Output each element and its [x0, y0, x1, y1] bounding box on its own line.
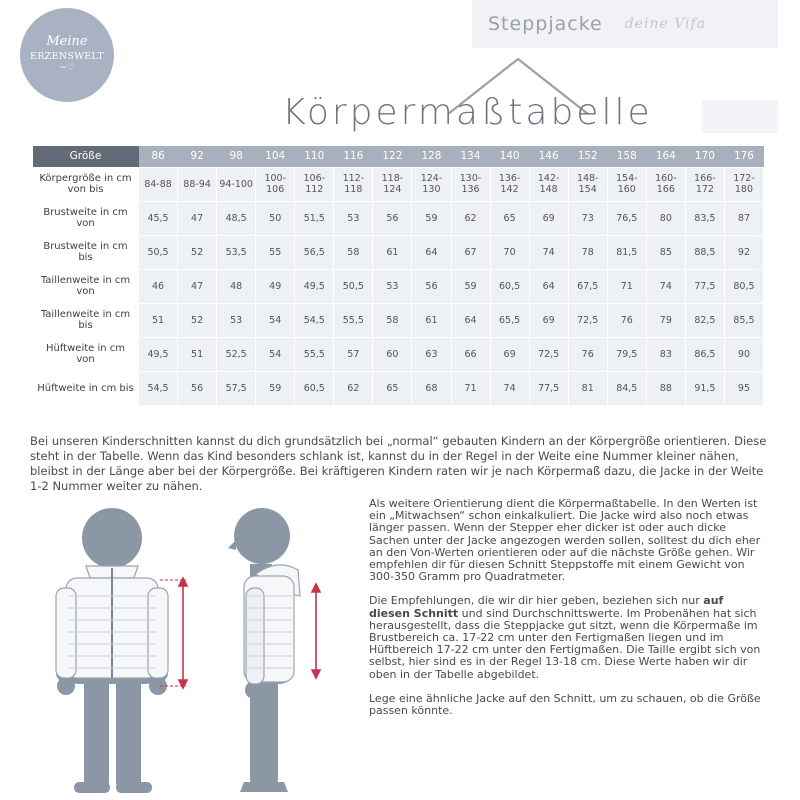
size-header-cell: 86	[139, 146, 178, 167]
table-cell: 50	[256, 201, 295, 235]
advice-paragraph-3: Lege eine ähnliche Jacke auf den Schnitt, um zu schauen, ob die Größe passen könnte.	[369, 691, 761, 718]
table-cell: 64	[412, 235, 451, 269]
advice-text: und sind Durchschnittswerte. Im Probenähen hat sich herausgestellt, dass die Steppjacke gut sitzt, wenn die Körpermaße im Brustbereich ca. 17-22 cm unter den Fertigmaßen liegen und im Hüftbereich 17-22 cm unter den Fertigmaßen. Die Taille ergibt sich von selbst, hier sind es in der Regel 13-18 cm. Diese Werte haben wir dir oben in der Tabelle abgebildet.	[369, 606, 761, 681]
table-cell: 54	[256, 337, 295, 371]
table-cell: 58	[334, 235, 373, 269]
table-cell: 59	[256, 371, 295, 405]
table-cell: 82,5	[685, 303, 724, 337]
table-cell: 58	[373, 303, 412, 337]
table-cell: 130-136	[451, 167, 490, 201]
table-cell: 60,5	[490, 269, 529, 303]
table-cell: 160-166	[646, 167, 685, 201]
table-cell: 71	[607, 269, 646, 303]
table-row	[33, 303, 764, 337]
table-cell: 57,5	[217, 371, 256, 405]
advice-paragraph-2	[369, 595, 761, 680]
size-header-row	[33, 146, 764, 167]
table-cell: 80,5	[724, 269, 763, 303]
table-cell: 51	[139, 303, 178, 337]
table-cell: 88,5	[685, 235, 724, 269]
brand-script: deine Vifa	[624, 16, 707, 32]
table-row	[33, 167, 764, 201]
table-cell: 85,5	[724, 303, 763, 337]
pattern-name: Steppjacke	[488, 13, 603, 35]
size-header-cell: 98	[217, 146, 256, 167]
size-header-cell: 128	[412, 146, 451, 167]
heart-icon: ~♡	[59, 62, 75, 73]
child-figures-illustration	[40, 500, 330, 800]
table-cell: 84-88	[139, 167, 178, 201]
table-cell: 88-94	[178, 167, 217, 201]
advice-paragraph-1: Als weitere Orientierung dient die Körpermaßtabelle. In den Werten ist ein „Mitwachsen“ schon einkalkuliert. Die Jacke wird also noch etwas länger passen. Wenn der Stepper eher dicker ist oder auch dicke Sachen unter der Jacke angezogen werden sollen, solltest du dich eher an den Von-Werten orientieren oder auf die nächste Größe gehen. Wir empfehlen dir für diesen Schnitt Steppstoffe mit einem Gewicht von 300-350 Gramm pro Quadratmeter.	[369, 497, 761, 584]
table-cell: 48	[217, 269, 256, 303]
table-cell: 64	[529, 269, 568, 303]
table-cell: 53,5	[217, 235, 256, 269]
table-cell: 81,5	[607, 235, 646, 269]
table-cell: 60	[373, 337, 412, 371]
row-label: Brustweite in cm bis	[33, 235, 139, 269]
table-cell: 53	[373, 269, 412, 303]
size-header-cell: 140	[490, 146, 529, 167]
table-cell: 62	[334, 371, 373, 405]
table-cell: 72,5	[529, 337, 568, 371]
table-cell: 46	[139, 269, 178, 303]
logo-line-2: ERZENSWELT	[29, 50, 104, 62]
row-label: Taillenweite in cm von	[33, 269, 139, 303]
table-cell: 54,5	[139, 371, 178, 405]
table-cell: 65	[490, 201, 529, 235]
size-header-cell: 122	[373, 146, 412, 167]
table-cell: 66	[451, 337, 490, 371]
table-cell: 106-112	[295, 167, 334, 201]
advice-column	[369, 498, 761, 729]
table-cell: 94-100	[217, 167, 256, 201]
logo-line-1: Meine	[46, 33, 88, 49]
table-cell: 124-130	[412, 167, 451, 201]
table-cell: 85	[646, 235, 685, 269]
table-cell: 54	[256, 303, 295, 337]
table-cell: 51	[178, 337, 217, 371]
page-title: Körpermaßtabelle	[282, 92, 653, 133]
table-cell: 56	[412, 269, 451, 303]
table-cell: 50,5	[139, 235, 178, 269]
decorative-box	[702, 100, 778, 133]
table-cell: 142-148	[529, 167, 568, 201]
size-header-cell: 110	[295, 146, 334, 167]
table-cell: 65	[373, 371, 412, 405]
table-cell: 47	[178, 201, 217, 235]
table-cell: 56,5	[295, 235, 334, 269]
table-row	[33, 201, 764, 235]
table-row	[33, 235, 764, 269]
table-cell: 172-180	[724, 167, 763, 201]
table-cell: 74	[490, 371, 529, 405]
table-cell: 51,5	[295, 201, 334, 235]
table-cell: 78	[568, 235, 607, 269]
front-jacket	[56, 566, 168, 678]
table-cell: 47	[178, 269, 217, 303]
side-measure-arrow	[312, 584, 320, 678]
table-cell: 70	[490, 235, 529, 269]
table-cell: 52	[178, 303, 217, 337]
size-header-cell: 92	[178, 146, 217, 167]
table-cell: 95	[724, 371, 763, 405]
size-header-cell: 134	[451, 146, 490, 167]
table-cell: 77,5	[529, 371, 568, 405]
table-cell: 76	[568, 337, 607, 371]
table-cell: 67	[451, 235, 490, 269]
table-row	[33, 337, 764, 371]
size-header-cell: 152	[568, 146, 607, 167]
table-cell: 86,5	[685, 337, 724, 371]
table-cell: 61	[412, 303, 451, 337]
table-cell: 87	[724, 201, 763, 235]
row-label: Hüftweite in cm von	[33, 337, 139, 371]
table-cell: 45,5	[139, 201, 178, 235]
table-cell: 55,5	[334, 303, 373, 337]
table-cell: 69	[490, 337, 529, 371]
table-cell: 88	[646, 371, 685, 405]
size-header-cell: 176	[724, 146, 763, 167]
table-cell: 49,5	[139, 337, 178, 371]
table-cell: 56	[373, 201, 412, 235]
table-cell: 83	[646, 337, 685, 371]
table-cell: 166-172	[685, 167, 724, 201]
table-cell: 69	[529, 303, 568, 337]
table-cell: 154-160	[607, 167, 646, 201]
table-cell: 90	[724, 337, 763, 371]
table-cell: 118-124	[373, 167, 412, 201]
table-cell: 65,5	[490, 303, 529, 337]
size-header-cell: 104	[256, 146, 295, 167]
table-cell: 72,5	[568, 303, 607, 337]
table-cell: 49	[256, 269, 295, 303]
table-cell: 53	[334, 201, 373, 235]
table-cell: 67,5	[568, 269, 607, 303]
table-cell: 59	[451, 269, 490, 303]
table-cell: 100-106	[256, 167, 295, 201]
table-cell: 64	[451, 303, 490, 337]
size-table	[32, 146, 764, 406]
table-row	[33, 269, 764, 303]
row-label: Körpergröße in cm von bis	[33, 167, 139, 201]
table-cell: 73	[568, 201, 607, 235]
table-cell: 71	[451, 371, 490, 405]
table-cell: 81	[568, 371, 607, 405]
table-cell: 83,5	[685, 201, 724, 235]
intro-paragraph: Bei unseren Kinderschnitten kannst du dich grundsätzlich bei „normal“ gebauten Kindern an der Körpergröße orientieren. Diese steht in der Tabelle. Wenn das Kind besonders schlank ist, kannst du in der Regel in der Weite eine Nummer kleiner nähen, bleibst in der Länge aber bei der Körpergröße. Bei kräftigeren Kindern raten wir je nach Körpermaß dazu, die Jacke in der Weite 1-2 Nummer weiter zu nähen.	[30, 434, 767, 493]
advice-emphasis: auf diesen Schnitt	[369, 594, 724, 620]
table-cell: 55	[256, 235, 295, 269]
size-header-cell: 158	[607, 146, 646, 167]
table-row	[33, 371, 764, 405]
size-header-cell: 146	[529, 146, 568, 167]
row-label: Brustweite in cm von	[33, 201, 139, 235]
table-cell: 59	[412, 201, 451, 235]
brand-logo	[20, 8, 114, 102]
table-cell: 76	[607, 303, 646, 337]
table-cell: 112-118	[334, 167, 373, 201]
table-cell: 80	[646, 201, 685, 235]
table-cell: 48,5	[217, 201, 256, 235]
size-header-cell: 164	[646, 146, 685, 167]
size-header-label: Größe	[33, 146, 139, 167]
advice-text: Die Empfehlungen, die wir dir hier geben, beziehen sich nur	[369, 594, 704, 608]
table-cell: 76,5	[607, 201, 646, 235]
table-cell: 55,5	[295, 337, 334, 371]
row-label: Hüftweite in cm bis	[33, 371, 139, 405]
table-cell: 63	[412, 337, 451, 371]
side-jacket	[244, 565, 300, 684]
table-cell: 69	[529, 201, 568, 235]
table-cell: 60,5	[295, 371, 334, 405]
table-cell: 52	[178, 235, 217, 269]
table-cell: 53	[217, 303, 256, 337]
table-cell: 56	[178, 371, 217, 405]
table-cell: 62	[451, 201, 490, 235]
table-cell: 92	[724, 235, 763, 269]
table-cell: 61	[373, 235, 412, 269]
size-header-cell: 116	[334, 146, 373, 167]
table-cell: 148-154	[568, 167, 607, 201]
table-cell: 136-142	[490, 167, 529, 201]
pattern-banner	[472, 0, 778, 48]
table-cell: 57	[334, 337, 373, 371]
table-cell: 68	[412, 371, 451, 405]
table-cell: 77,5	[685, 269, 724, 303]
table-cell: 74	[646, 269, 685, 303]
row-label: Taillenweite in cm bis	[33, 303, 139, 337]
table-cell: 54,5	[295, 303, 334, 337]
table-cell: 84,5	[607, 371, 646, 405]
table-cell: 49,5	[295, 269, 334, 303]
table-cell: 52,5	[217, 337, 256, 371]
table-cell: 50,5	[334, 269, 373, 303]
size-header-cell: 170	[685, 146, 724, 167]
table-cell: 74	[529, 235, 568, 269]
table-cell: 79,5	[607, 337, 646, 371]
table-cell: 79	[646, 303, 685, 337]
table-cell: 91,5	[685, 371, 724, 405]
